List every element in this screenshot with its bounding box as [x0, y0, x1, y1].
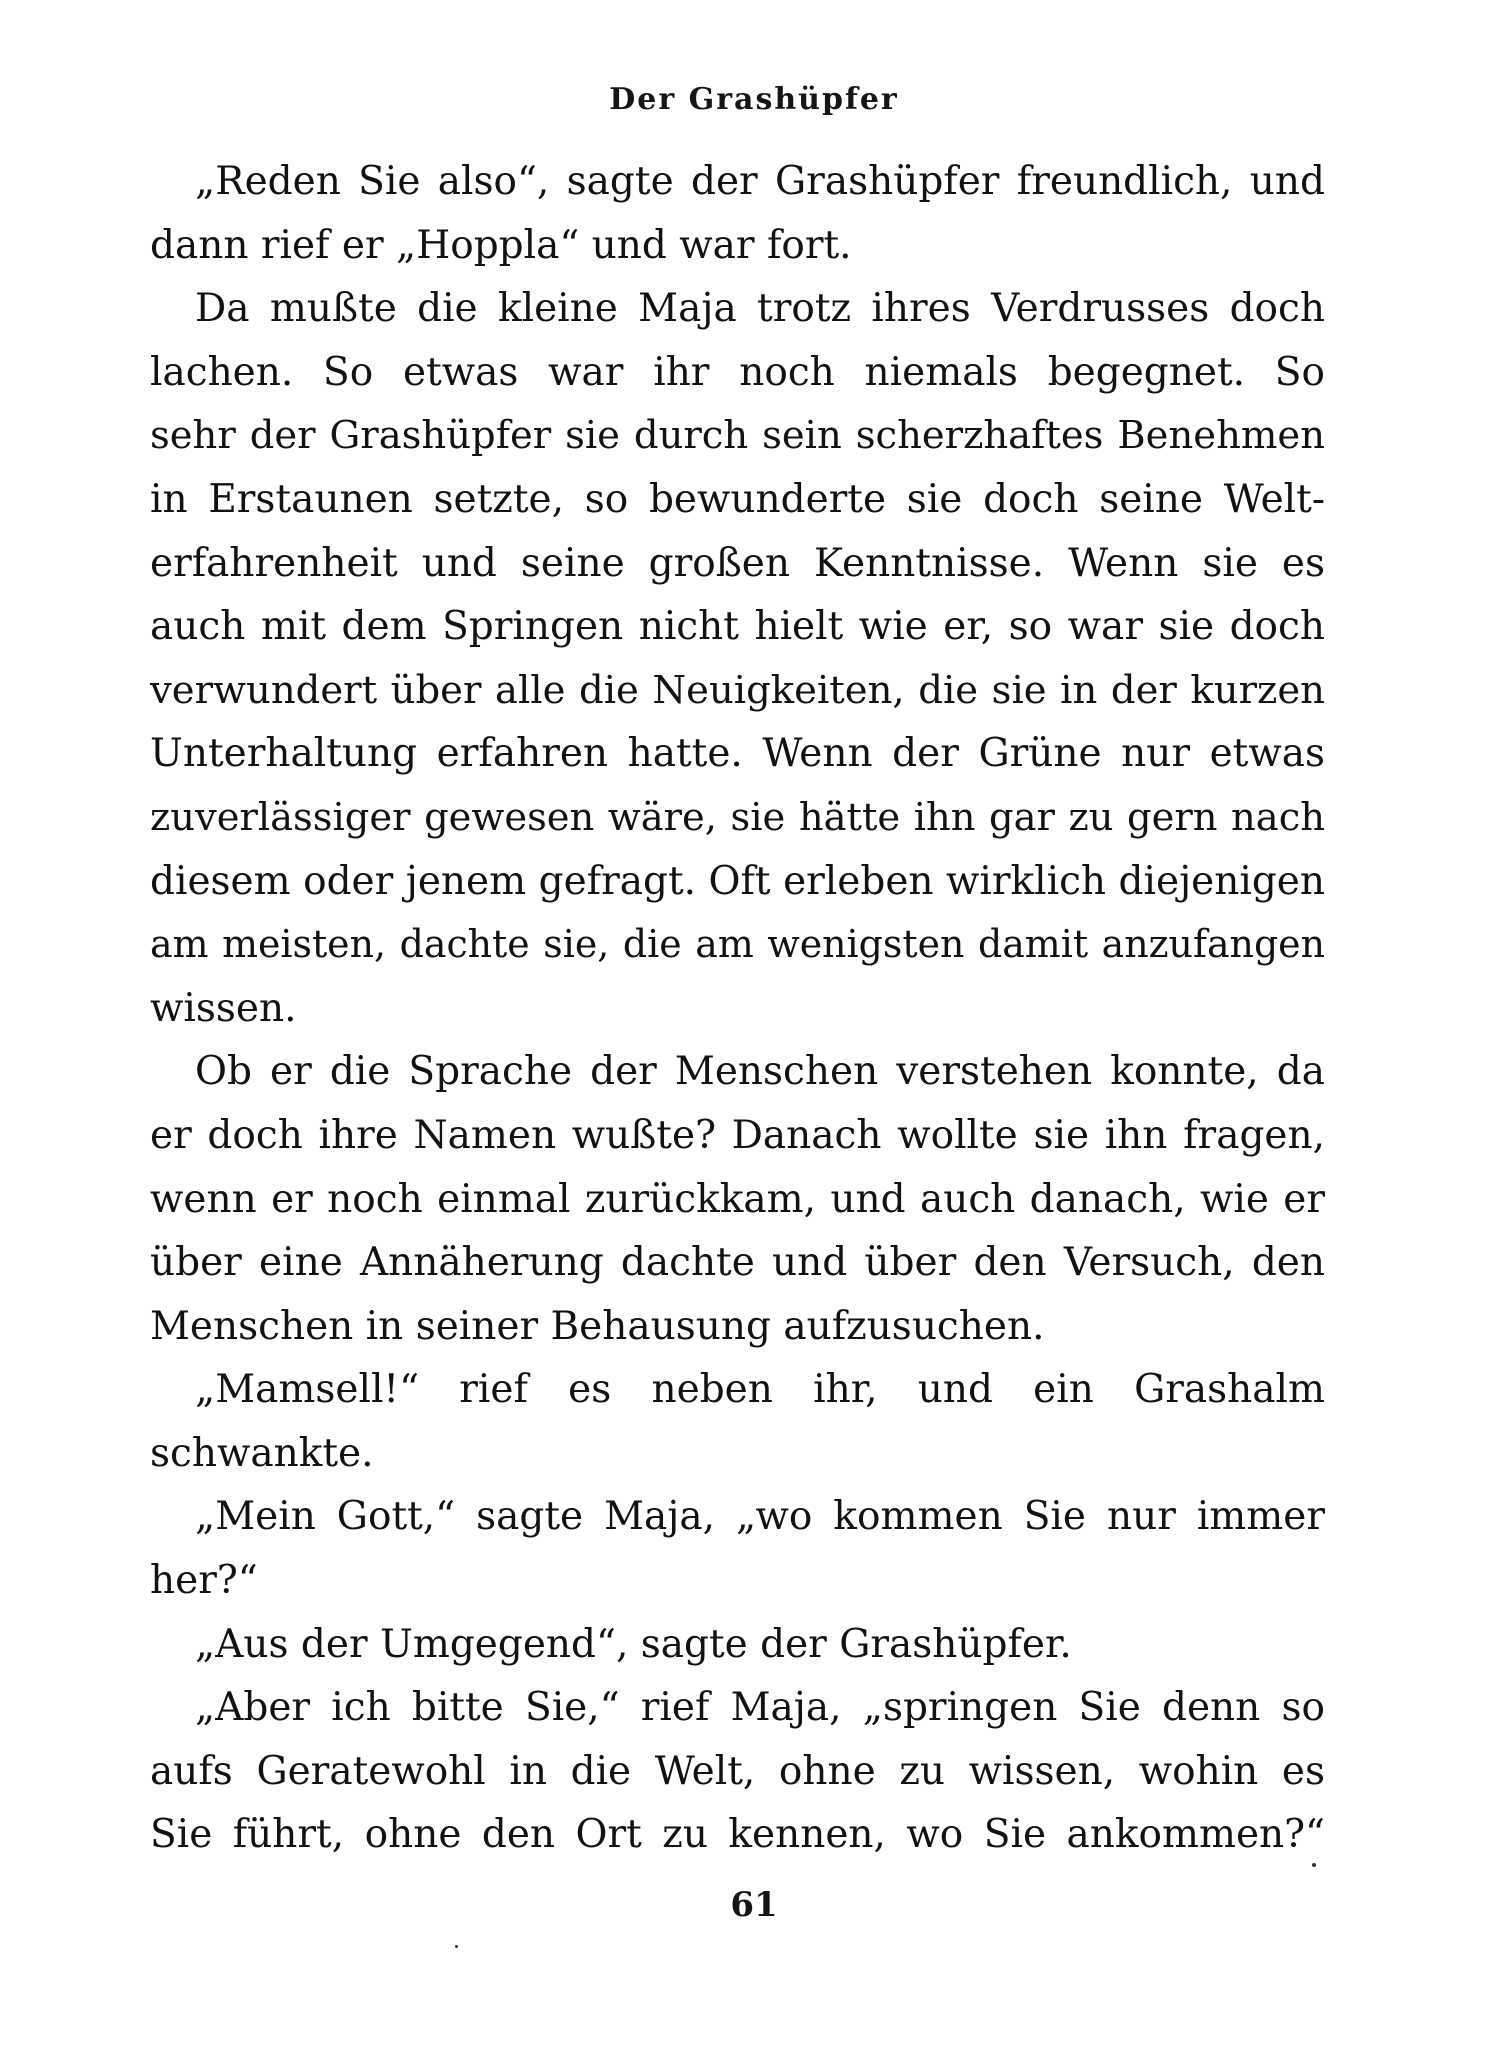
text-line: her?“	[150, 1558, 258, 1604]
text-line: Sie führt, ohne den Ort zu kennen, wo Sie ankommen?“	[150, 1812, 1325, 1858]
text-line: er doch ihre Namen wußte? Danach wollte sie ihn fragen,	[150, 1112, 1325, 1158]
text-line: „Reden Sie also“, sagte der Grashüpfer freundlich, und	[195, 159, 1325, 204]
text-line: wenn er noch einmal zurückkam, und auch danach, wie er	[150, 1176, 1325, 1222]
text-line: zuverlässiger gewesen wäre, sie hätte ihn gar zu gern nach	[150, 794, 1325, 840]
text-line: in Erstaunen setzte, so bewunderte sie doch seine Welt-	[150, 476, 1325, 522]
text-line: lachen. So etwas war ihr noch niemals begegnet. So	[150, 349, 1325, 395]
text-line: Menschen in seiner Behausung aufzusuchen.	[150, 1303, 1045, 1349]
text-line: sehr der Grashüpfer sie durch sein scherzhaftes Benehmen	[150, 413, 1325, 459]
text-line: auch mit dem Springen nicht hielt wie er, so war sie doch	[150, 604, 1325, 650]
text-line: diesem oder jenem gefragt. Oft erleben wirklich diejenigen	[150, 858, 1325, 904]
text-line: „Aus der Umgegend“, sagte der Grashüpfer.	[195, 1621, 1072, 1667]
text-line: „Mamsell!“ rief es neben ihr, und ein Grashalm	[195, 1367, 1325, 1413]
text-line: Unterhaltung erfahren hatte. Wenn der Grüne nur etwas	[150, 731, 1325, 777]
text-line: Da mußte die kleine Maja trotz ihres Verdrusses doch	[195, 286, 1325, 332]
text-line: erfahrenheit und seine großen Kenntnisse. Wenn sie es	[150, 540, 1325, 586]
text-line: aufs Geratewohl in die Welt, ohne zu wissen, wohin es	[150, 1748, 1325, 1794]
page-number: 61	[730, 1885, 778, 1925]
text-line: „Mein Gott,“ sagte Maja, „wo kommen Sie nur immer	[195, 1494, 1325, 1540]
text-line: Ob er die Sprache der Menschen verstehen konnte, da	[195, 1049, 1325, 1095]
text-line: dann rief er „Hoppla“ und war fort.	[150, 222, 852, 268]
text-line: verwundert über alle die Neuigkeiten, die sie in der kurzen	[150, 667, 1325, 713]
text-line: wissen.	[150, 985, 297, 1031]
text-line: am meisten, dachte sie, die am wenigsten damit anzufangen	[150, 922, 1325, 967]
text-line: „Aber ich bitte Sie,“ rief Maja, „springen Sie denn so	[195, 1685, 1325, 1731]
running-head: Der Grashüpfer	[609, 82, 899, 117]
scan-speck	[1312, 1863, 1316, 1867]
scan-speck	[455, 1945, 458, 1948]
text-line: schwankte.	[150, 1430, 374, 1476]
text-line: über eine Annäherung dachte und über den Versuch, den	[150, 1240, 1325, 1286]
body-text	[150, 150, 1325, 1867]
